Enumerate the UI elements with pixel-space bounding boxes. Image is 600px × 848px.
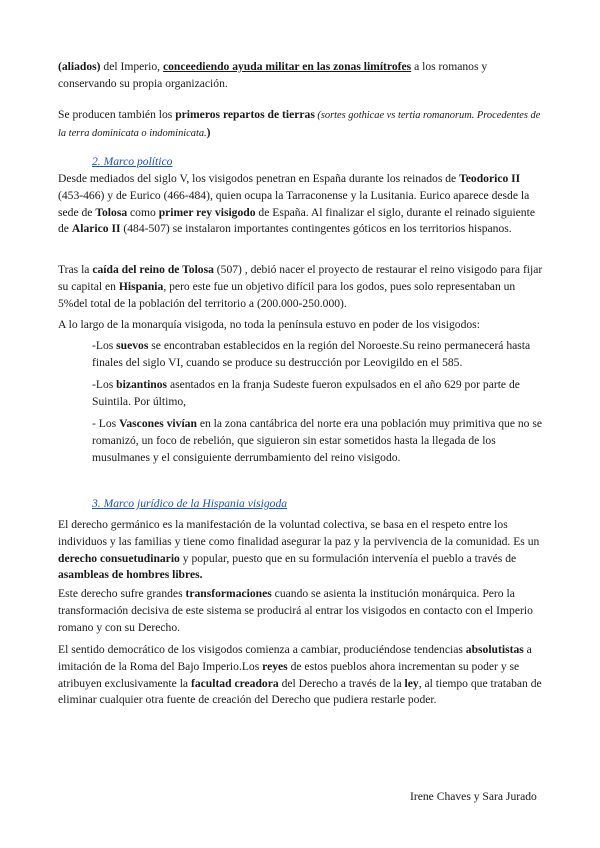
paragraph-transformaciones: Este derecho sufre grandes transformaciones cuando se asienta la institución monárquica. Pero la transformación decisiva de este sistema se producirá al entrar los visigodos en contacto con el Imperio romano y con su Derecho. xyxy=(58,587,533,634)
paragraph-aliados: (aliados) del Imperio, conceediendo ayuda militar en las zonas limítrofes a los romanos y conservando su propia organización. xyxy=(58,60,488,90)
footer-authors: Irene Chaves y Sara Jurado xyxy=(410,790,537,803)
section-heading-marco-juridico[interactable]: 3. Marco jurídico de la Hispania visigoda xyxy=(92,497,288,510)
list-item-suevos: -Los suevos se encontraban establecidos en la región del Noroeste.Su reino permanecerá hasta finales del siglo VI, cuando se produce su destrucción por Leovigildo en el 585. xyxy=(92,339,531,369)
paragraph-visigodos-penetran: Desde mediados del siglo V, los visigodos penetran en España durante los reinados de Teodorico II (453-466) y de Eurico (466-484), quien ocupa la Tarraconense y la Lusitania. Eurico aparece desde la sede de Tolosa como primer rey visigodo de España. Al finalizar el siglo, durante el reinado siguiente de Alarico II (484-507) se instalaron importantes contingentes góticos en los territorios hispanos. xyxy=(58,172,535,236)
paragraph-monarquia: A lo largo de la monarquía visigoda, no toda la península estuvo en poder de los visigodos: xyxy=(58,318,480,331)
paragraph-sentido-democratico: El sentido democrático de los visigodos comienza a cambiar, produciéndose tendencias absolutistas a imitación de la Roma del Bajo Imperio.Los reyes de estos pueblos ahora incrementan su poder y se atribuyen exclusivamente la facultad creadora del Derecho a través de la ley, al tiempo que trataban de eliminar cualquier otra fuente de creación del Derecho que pudiera restarle poder. xyxy=(58,643,542,707)
paragraph-derecho-germanico: El derecho germánico es la manifestación de la voluntad colectiva, se basa en el respeto entre los individuos y las familias y tiene como finalidad asegurar la paz y la pervivencia de la comunidad. Es un derecho consuetudinario y popular, puesto que en su formulación intervenía el pueblo a través de asambleas de hombres libres. xyxy=(58,518,540,582)
section-heading-marco-politico[interactable]: 2. Marco político xyxy=(92,155,173,168)
list-item-bizantinos: -Los bizantinos asentados en la franja Sudeste fueron expulsados en el año 629 por parte de Suintila. Por último, xyxy=(92,378,520,408)
list-item-vascones: - Los Vascones vivían en la zona cantábrica del norte era una población muy primitiva que no se romanizó, un foco de rebelión, que siguieron sin estar sometidos hasta la llegada de los musulmanes y el consiguiente derrumbamiento del reino visigodo. xyxy=(92,417,543,464)
paragraph-repartos: Se producen también los primeros repartos de tierras (sortes gothicae vs tertia romanorum. Procedentes de la terra dominicata o indominicata.) xyxy=(58,108,541,139)
paragraph-caida-tolosa: Tras la caída del reino de Tolosa (507) , debió nacer el proyecto de restaurar el reino visigodo para fijar su capital en Hispania, pero este fue un objetivo difícil para los godos, pues solo representaban un 5%del total de la población del territorio a (200.000-250.000). xyxy=(58,263,543,310)
